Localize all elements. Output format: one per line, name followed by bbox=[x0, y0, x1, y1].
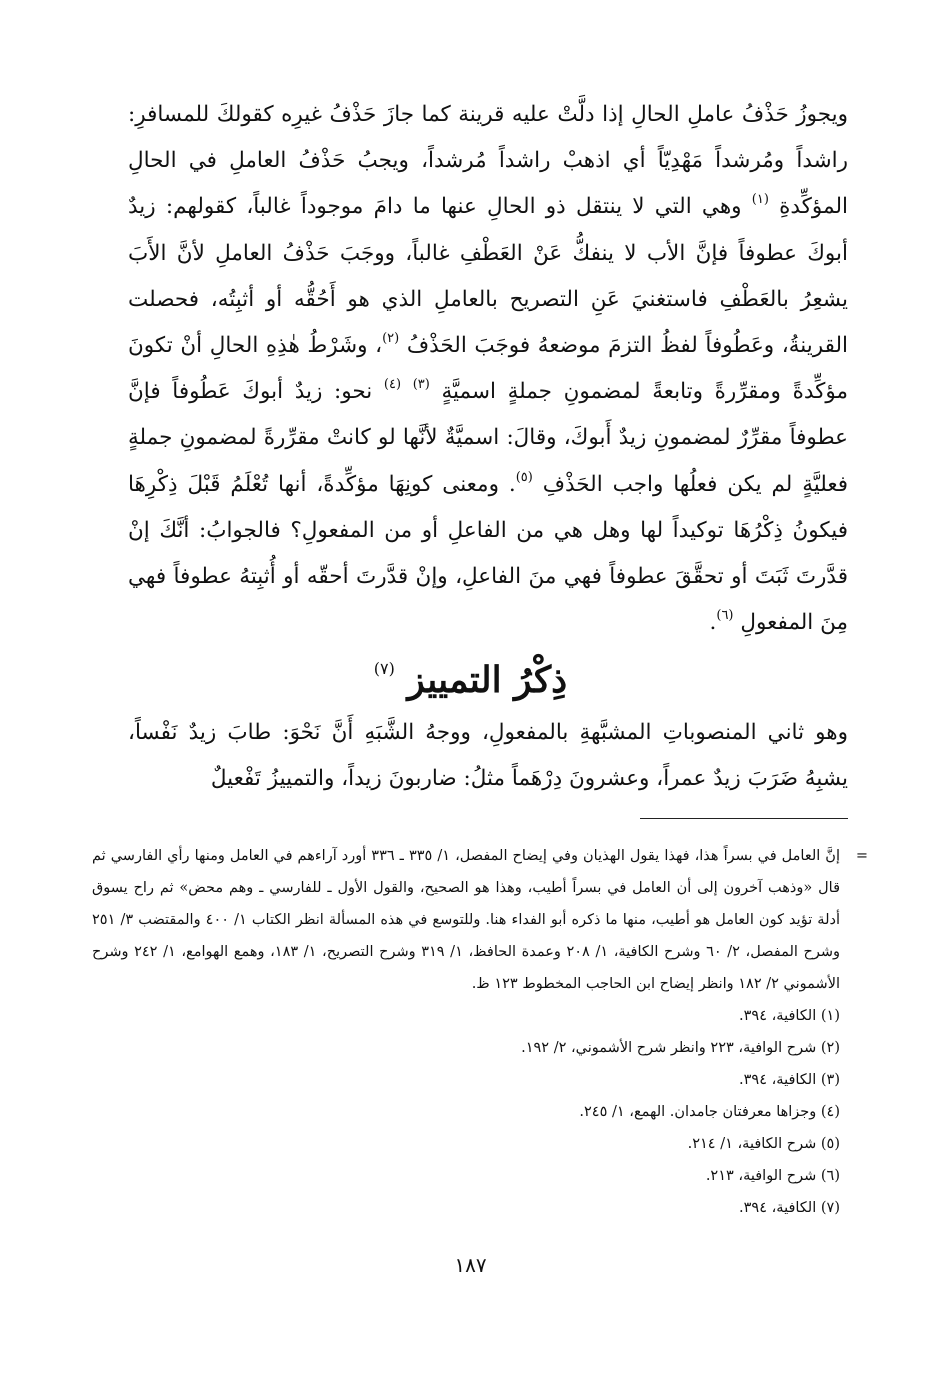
section-heading-text: ذِكْرُ التمييز bbox=[407, 659, 568, 701]
paragraph-1-part-d: نحو: زيدٌ أبوكَ عَطُوفاً فإنَّ عطوفاً مقرِّرٌ لمضمونِ زيدٌ أَبوكَ، وقالَ: اسميَّةٌ لأنَّها لو كانتْ مقرِّرةً لمضمونِ جملةٍ فعليَّةٍ لم يكن فعلُها واجب الحَذْفِ bbox=[128, 379, 848, 497]
footnote-item: (٤) وجزاها معرفتان جامدان. الهمع، ١/ ٢٤٥. bbox=[579, 1104, 840, 1120]
footnote-ref-7: (٧) bbox=[373, 659, 395, 678]
page-number: ١٨٧ bbox=[454, 1253, 487, 1277]
footnote-ref-5: (٥) bbox=[515, 469, 533, 485]
footnote-list bbox=[92, 1000, 868, 1224]
footnote-divider bbox=[640, 818, 848, 819]
footnote-item: (١) الكافية، ٣٩٤. bbox=[739, 1008, 840, 1024]
main-paragraph bbox=[128, 92, 848, 646]
footnote-item: (٢) شرح الوافية، ٢٢٣ وانظر شرح الأشموني، ٢/ ١٩٢. bbox=[521, 1040, 840, 1056]
footnotes-section bbox=[92, 840, 868, 1224]
footnote-item: (٥) شرح الكافية، ١/ ٢١٤. bbox=[687, 1136, 840, 1152]
footnote-item: (٦) شرح الوافية، ٢١٣. bbox=[705, 1168, 840, 1184]
footnote-ref-1: (١) bbox=[751, 192, 769, 208]
footnote-item: (٧) الكافية، ٣٩٤. bbox=[739, 1200, 840, 1216]
footnote-ref-3: (٣) bbox=[412, 377, 430, 393]
second-paragraph bbox=[128, 710, 848, 802]
footnote-continuation bbox=[92, 840, 868, 1000]
paragraph-1 bbox=[128, 92, 848, 646]
footnote-continuation-text: إنَّ العامل في بسراً هذا، فهذا يقول الهذيان وفي إيضاح المفصل، ١/ ٣٣٥ ـ ٣٣٦ أورد آراءهم في العامل ومنها رأي الفارسي ثم قال «وذهب آخرون إلى أن العامل في بسراً أطيب، وهذا هو الصحيح، والقول الأول ـ للفارسي ـ وهم محض» ثم راح يسوق أدلة تؤيد كون العامل هو أطيب، منها ما ذكره أبو الفداء هنا. وللتوسع في هذه المسألة انظر الكتاب ١/ ٤٠٠ والمقتضب ٣/ ٢٥١ وشرح المفصل، ٢/ ٦٠ وشرح الكافية، ١/ ٢٠٨ وعمدة الحافظ، ١/ ٣١٩ وشرح التصريح، ١/ ١٨٣، وهمع الهوامع، ١/ ٢٤٢ وشرح الأشموني ٢/ ١٨٢ وانظر إيضاح ابن الحاجب المخطوط ١٢٣ ظ. bbox=[92, 848, 841, 992]
continuation-marker: = bbox=[855, 848, 868, 864]
paragraph-1-part-a: ويجوزُ حَذْفُ عاملِ الحالِ إذا دلَّتْ عليه قرينة كما جازَ حَذْفُ غيرِه كقولكَ للمسافرِ: راشداً ومُرشداً مَهْدِيّاً أي اذهبْ راشداً مُرشداً، ويجبُ حَذْفُ العاملِ في الحالِ المؤكِّدةِ bbox=[128, 102, 848, 220]
section-heading bbox=[0, 650, 941, 710]
paragraph-1-part-f: . bbox=[709, 610, 717, 636]
paragraph-1-part-b: وهي التي لا ينتقل ذو الحالِ عنها ما دامَ موجوداً غالباً، كقولهم: زيدٌ أبوكَ عطوفاً فإنَّ الأب لا ينفكُّ عَنْ العَطْفِ غالباً، ووجَبَ حَذْفُ العاملِ لأنَّ الأَبَ يشعِرُ بالعَطْفِ فاستغنيَ عَنِ التصريح بالعاملِ الذي هو أَحُقُّه أو أثبِتُه، فحصلت القرينةُ، وعَطُوفاً لفظُ التزمَ موضعهُ فوجَبَ الحَذْفُ bbox=[128, 194, 848, 359]
paragraph-2: وهو ثاني المنصوباتِ المشبَّهةِ بالمفعولِ، ووجهُ الشَّبَهِ أَنَّ نَحْوَ: طابَ زيدٌ نَفْساً، يشبِهُ ضَرَبَ زيدٌ عمراً، وعشرونَ دِرْهَماً مثلُ: ضاربونَ زيداً، والتمييزُ تَفْعيلٌ bbox=[128, 720, 848, 792]
footnote-ref-4: (٤) bbox=[383, 377, 402, 393]
paragraph-1-part-e: . ومعنى كونِهَا مؤكِّدةً، أنها تُعْلَمُ قَبْلَ ذِكْرِهَا فيكونُ ذِكْرُهَا توكيداً لها وهل هي من الفاعلِ أو من المفعولِ؟ فالجوابُ: أنَّكَ إنْ قدَّرتَ ثَبَتَ أو تحقَّقَ عطوفاً فهي منَ الفاعلِ، وإنْ قدَّرتَ أحقّه أو أُثبِتهُ عطوفاً فهي مِنَ المفعولِ bbox=[128, 471, 849, 636]
footnote-item: (٣) الكافية، ٣٩٤. bbox=[739, 1072, 840, 1088]
paragraph-1-part-c: ، وشَرْطُ هٰذِهِ الحالِ أنْ تكونَ مؤكِّدةً ومقرِّرةً وتابعةً لمضمونِ جملةٍ اسميَّةٍ bbox=[128, 333, 848, 405]
footnote-ref-2: (٢) bbox=[382, 331, 400, 347]
footnote-ref-6: (٦) bbox=[716, 608, 734, 624]
